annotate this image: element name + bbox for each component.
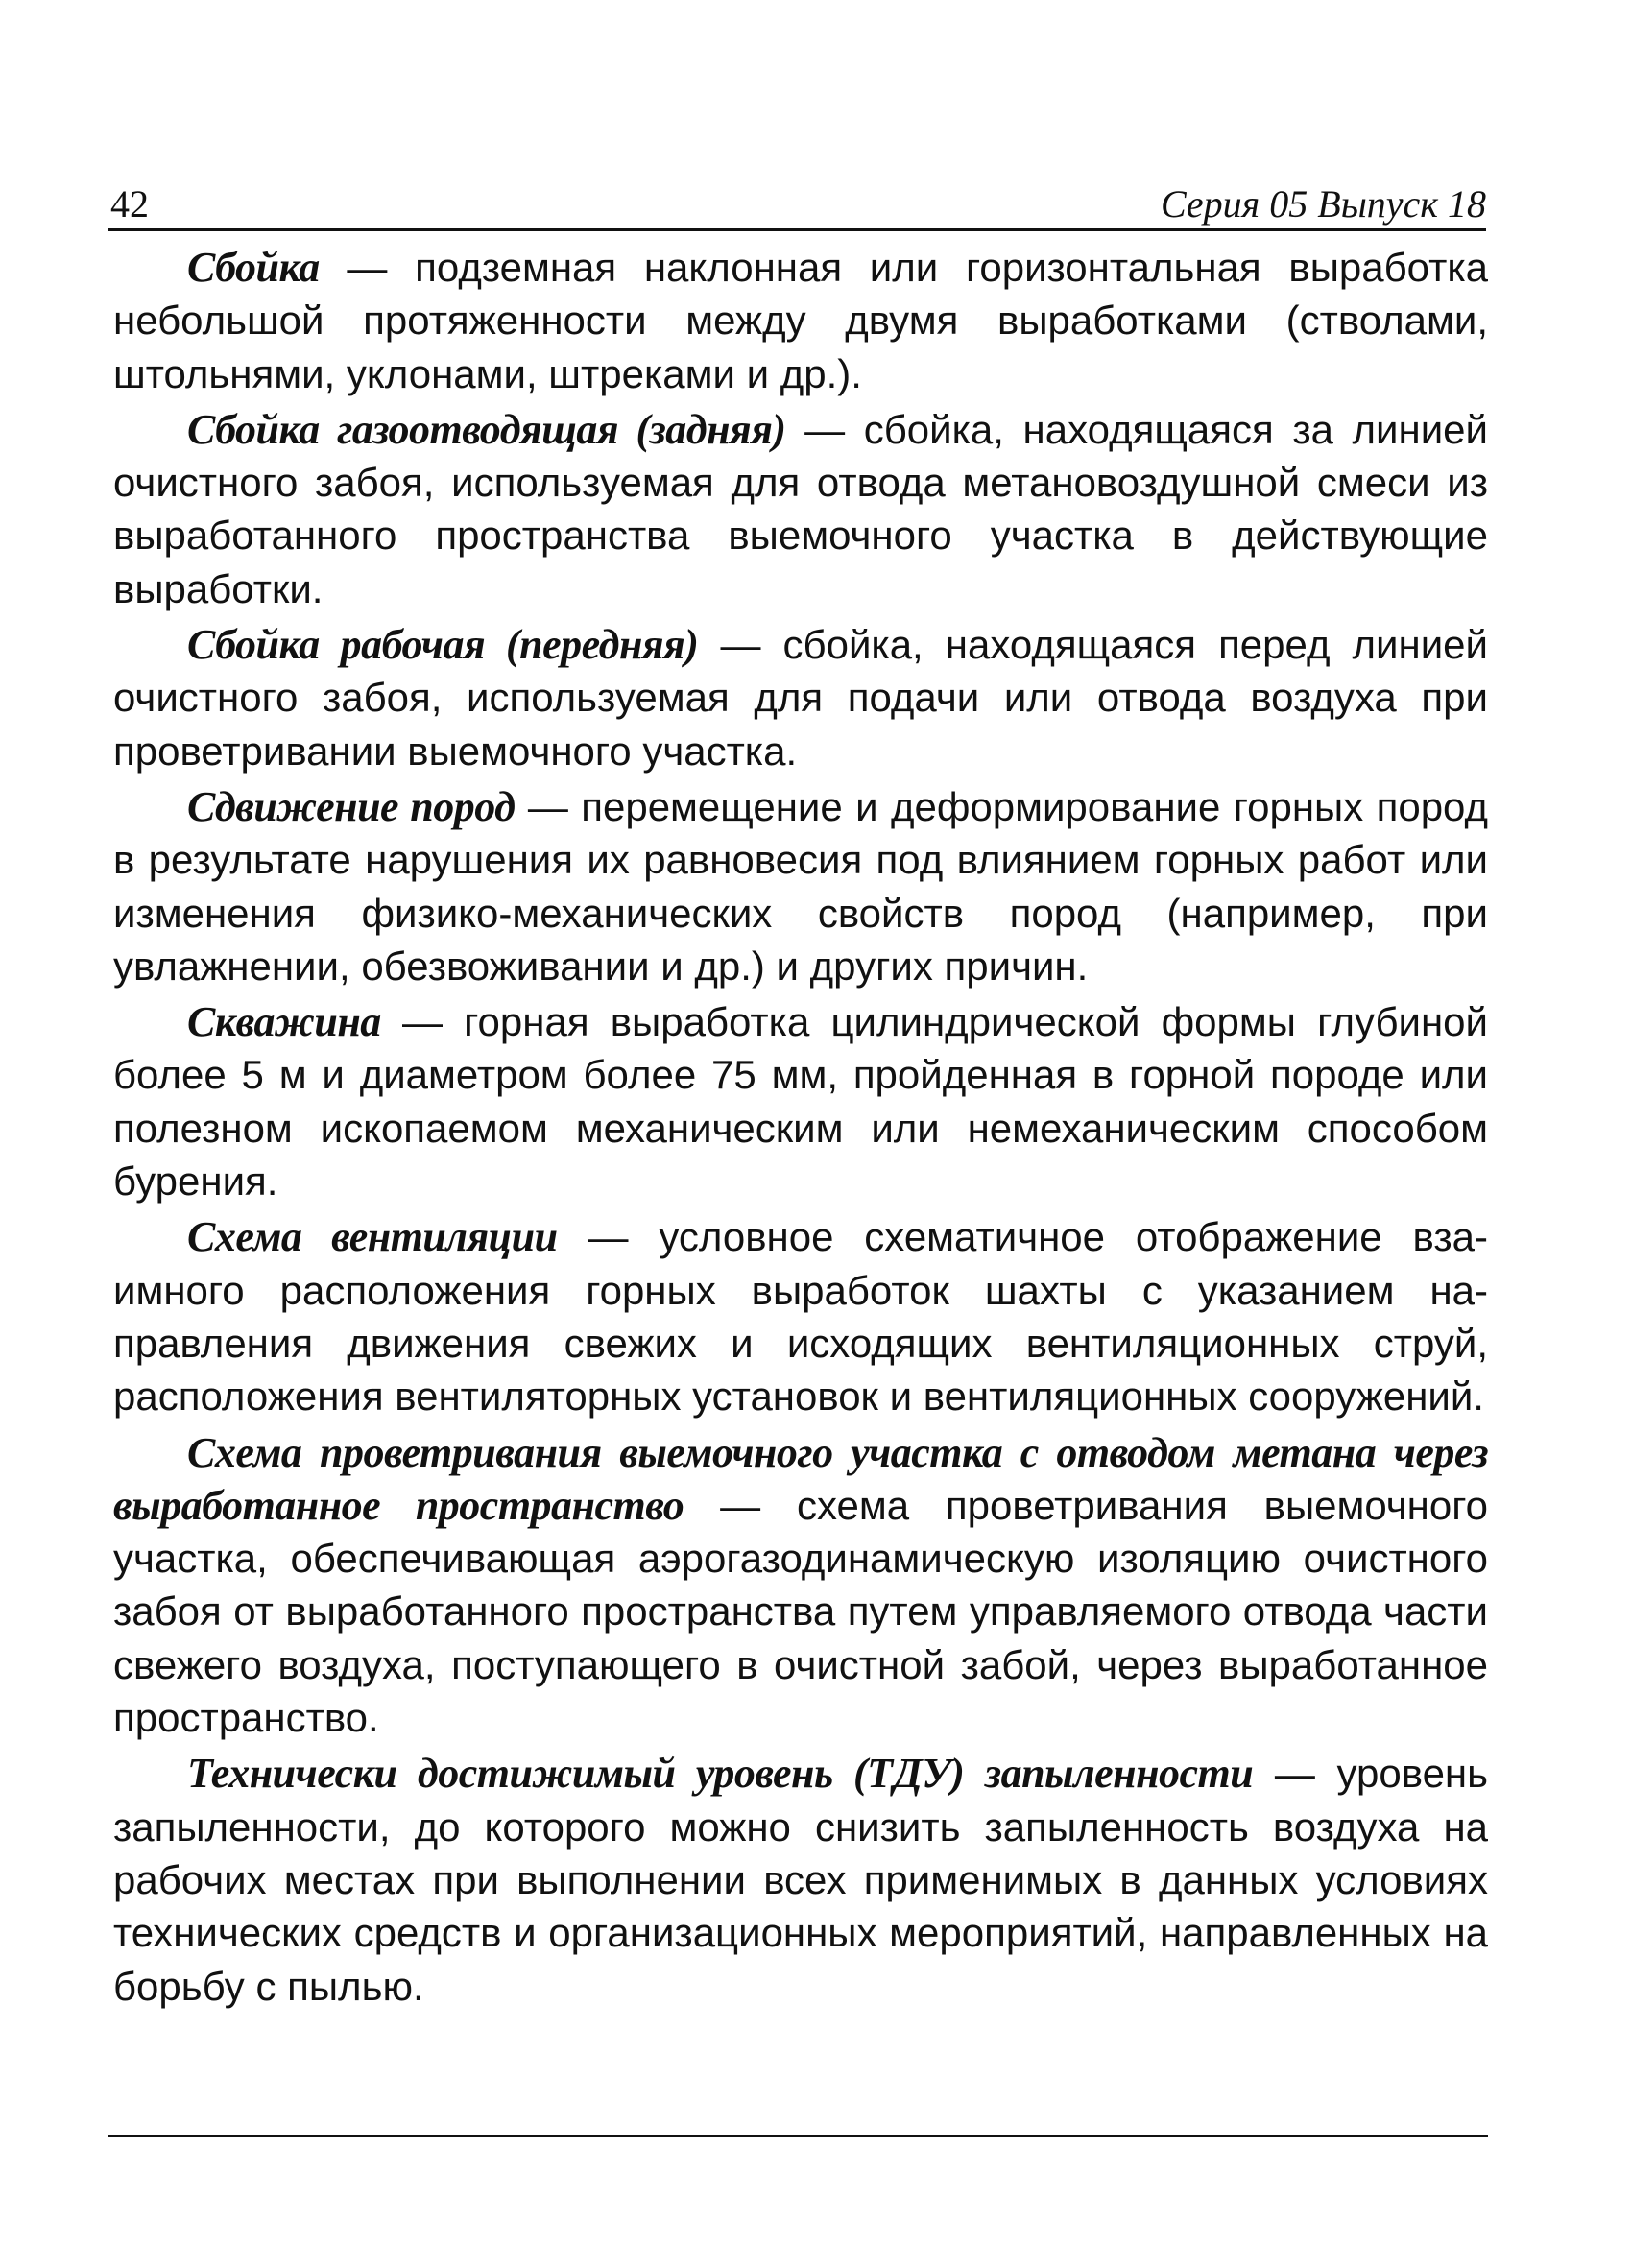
- entry-term: Схема вентиляции: [187, 1213, 558, 1261]
- entry-term: Сдвижение пород: [187, 782, 516, 830]
- glossary-entry: [113, 403, 1488, 615]
- page-number: 42: [110, 182, 149, 226]
- entry-definition: — сбойка, находящаяся за линией очистного забоя, используемая для отвода метановоздушной смеси из выработанного пространства выемочного участка в действующие выработки.: [113, 406, 1488, 611]
- entry-definition: — сбойка, находящаяся перед линией очистного забоя, используемая для подачи или отвода воздуха при проветривании выемочного участка.: [113, 622, 1488, 774]
- entry-definition: — горная выработка цилиндрической формы глубиной более 5 м и диаметром более 75 мм, пройденная в горной породе или полезном ископаемом механическим или немеханическим способом бурения.: [113, 999, 1488, 1205]
- entry-term: Технически достижимый уровень (ТДУ) запыленности: [187, 1750, 1254, 1798]
- entry-definition: — условное схематичное отображение взаимного расположения горных выработок шахты с указанием направления движения свежих и исходящих вентиляционных струй, расположения вентиляторных установок и вентиляционных сооружений.: [113, 1214, 1488, 1420]
- entry-definition: — схема проветривания выемочного участка, обеспечивающая аэрогазодинамическую изоляцию очистного забоя от выработанного пространства путем управляемого отвода части свежего воздуха, поступающего в очистной забой, через выработанное пространство.: [113, 1482, 1488, 1741]
- entry-term: Схема проветривания выемочного участка с отводом метана через выработанное пространство: [113, 1428, 1488, 1529]
- glossary-entry: [113, 780, 1488, 992]
- glossary-entry: [113, 1426, 1488, 1745]
- glossary-entries: [113, 241, 1488, 2016]
- entry-term: Сбойка: [187, 244, 320, 291]
- entry-term: Сбойка газоотводящая (задняя): [187, 405, 786, 453]
- glossary-entry: [113, 241, 1488, 400]
- glossary-entry: [113, 995, 1488, 1207]
- entry-definition: — подземная наклонная или горизонтальная выработка небольшой протяженности между двумя выработками (стволами, штольнями, уклонами, штреками и др.).: [113, 245, 1488, 396]
- glossary-entry: [113, 1747, 1488, 2012]
- footer-rule: [108, 2135, 1488, 2137]
- running-head: Серия 05 Выпуск 18: [1160, 182, 1486, 226]
- entry-term: Сбойка рабочая (передняя): [187, 621, 699, 669]
- entry-term: Скважина: [187, 998, 381, 1046]
- glossary-entry: [113, 618, 1488, 777]
- page-header: [108, 180, 1486, 231]
- glossary-entry: [113, 1210, 1488, 1422]
- entry-definition: — перемещение и деформирование горных пород в результате нарушения их равновесия под влиянием горных работ или изменения физико-механических свойств пород (например, при увлажнении, обезвоживании и др.) и других причин.: [113, 783, 1488, 989]
- entry-definition: — уровень запыленности, до которого можно снизить запыленность воздуха на рабочих местах при выполнении всех применимых в данных условиях технических средств и организационных мероприятий, направленных на борьбу с пылью.: [113, 1751, 1489, 2009]
